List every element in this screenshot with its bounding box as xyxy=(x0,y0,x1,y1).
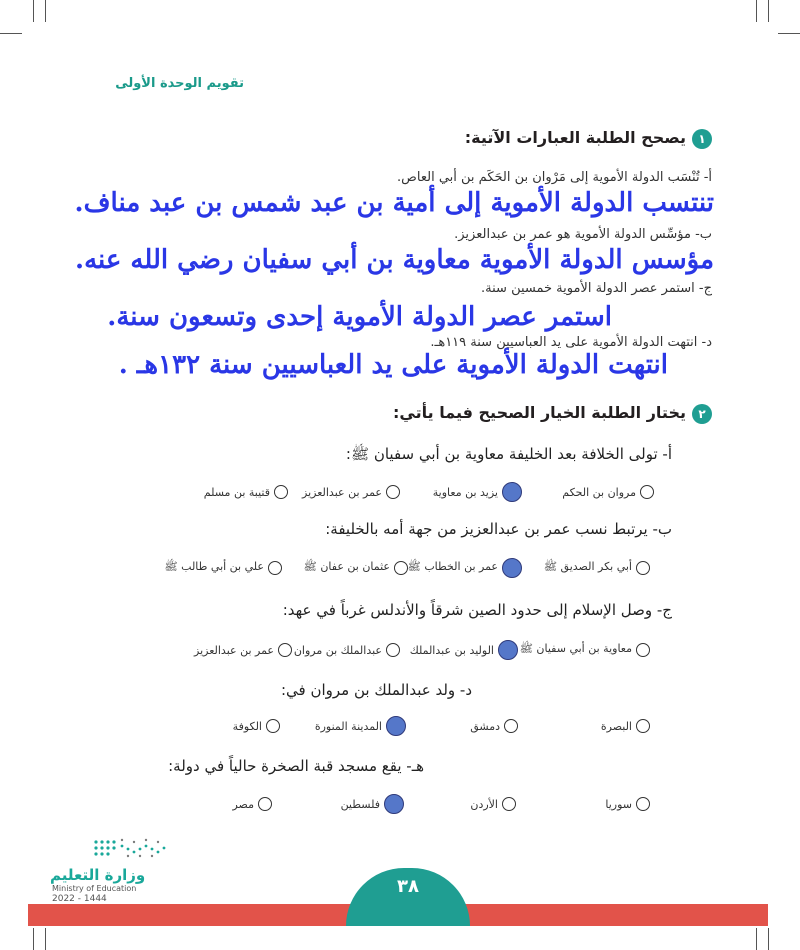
radio-circle[interactable] xyxy=(266,719,280,733)
crop-mark xyxy=(756,928,757,950)
answer-option[interactable]: عثمان بن عفان ﷺ xyxy=(304,558,408,578)
radio-circle[interactable] xyxy=(394,561,408,575)
handwritten-answer: تنتسب الدولة الأموية إلى أمية بن عبد شمس بن عبد مناف. xyxy=(74,188,714,218)
answer-option[interactable]: الكوفة xyxy=(233,716,280,736)
question-number-badge: ١ xyxy=(692,129,712,149)
answer-option[interactable]: عبدالملك بن مروان xyxy=(294,640,400,660)
answer-option[interactable]: أبي بكر الصديق ﷺ xyxy=(544,558,650,578)
answer-option-selected[interactable]: الوليد بن عبدالملك xyxy=(410,640,518,660)
edition-year: 2022 - 1444 xyxy=(52,894,107,904)
answer-option[interactable]: مروان بن الحكم xyxy=(562,482,654,502)
radio-circle[interactable] xyxy=(636,797,650,811)
statement-text: ب- مؤسِّس الدولة الأموية هو عمر بن عبدالعزيز. xyxy=(454,227,712,242)
answer-option[interactable]: دمشق xyxy=(470,716,518,736)
crop-mark xyxy=(756,0,757,22)
radio-circle[interactable] xyxy=(278,643,292,657)
radio-circle-selected[interactable] xyxy=(384,794,404,814)
answer-option[interactable]: عمر بن عبدالعزيز xyxy=(302,482,400,502)
crop-mark xyxy=(768,0,769,22)
answer-option-selected[interactable]: عمر بن الخطاب ﷺ xyxy=(408,558,522,578)
mcq-question: د- ولد عبدالملك بن مروان في: xyxy=(280,681,472,699)
crop-mark xyxy=(45,928,46,950)
radio-circle[interactable] xyxy=(258,797,272,811)
radio-circle[interactable] xyxy=(504,719,518,733)
mcq-question: أ- تولى الخلافة بعد الخليفة معاوية بن أبي سفيان ﷺ: xyxy=(345,445,672,463)
radio-circle[interactable] xyxy=(636,719,650,733)
answer-option[interactable]: البصرة xyxy=(601,716,650,736)
handwritten-answer: مؤسس الدولة الأموية معاوية بن أبي سفيان رضي الله عنه. xyxy=(75,245,714,275)
answer-option[interactable]: مصر xyxy=(232,794,272,814)
radio-circle[interactable] xyxy=(386,485,400,499)
answer-option[interactable]: عمر بن عبدالعزيز xyxy=(194,640,292,660)
answer-option-selected[interactable]: فلسطين xyxy=(341,794,404,814)
ministry-logo-icon xyxy=(92,836,172,862)
crop-mark xyxy=(768,928,769,950)
radio-circle-selected[interactable] xyxy=(502,558,522,578)
radio-circle-selected[interactable] xyxy=(498,640,518,660)
radio-circle[interactable] xyxy=(502,797,516,811)
answer-option-selected[interactable]: يزيد بن معاوية xyxy=(433,482,522,502)
mcq-question: ب- يرتبط نسب عمر بن عبدالعزيز من جهة أمه بالخليفة: xyxy=(325,520,672,538)
crop-mark xyxy=(778,33,800,34)
statement-text: أ- تُنْسَب الدولة الأموية إلى مَرْوان بن الحَكَم بن أبي العاص. xyxy=(397,170,712,185)
handwritten-answer: انتهت الدولة الأموية على يد العباسيين سنة ١٣٢هـ . xyxy=(118,350,668,380)
handwritten-answer: استمر عصر الدولة الأموية إحدى وتسعون سنة. xyxy=(107,302,612,332)
answer-option[interactable]: سوريا xyxy=(605,794,650,814)
page-number: ٣٨ xyxy=(397,876,419,897)
crop-mark xyxy=(45,0,46,22)
answer-option[interactable]: قتيبة بن مسلم xyxy=(204,482,288,502)
answer-option[interactable]: معاوية بن أبي سفيان ﷺ xyxy=(520,640,650,660)
ministry-name-english: Ministry of Education xyxy=(52,884,137,893)
statement-text: د- انتهت الدولة الأموية على يد العباسيين سنة ١١٩هـ. xyxy=(430,335,712,350)
question-title: يصحح الطلبة العبارات الآتية: xyxy=(464,128,686,147)
radio-circle-selected[interactable] xyxy=(386,716,406,736)
answer-option-selected[interactable]: المدينة المنورة xyxy=(315,716,406,736)
question-title: يختار الطلبة الخيار الصحيح فيما يأتي: xyxy=(393,403,686,422)
crop-mark xyxy=(33,0,34,22)
radio-circle[interactable] xyxy=(640,485,654,499)
unit-label: تقويم الوحدة الأولى xyxy=(115,76,244,91)
radio-circle[interactable] xyxy=(636,643,650,657)
mcq-question: هـ- يقع مسجد قبة الصخرة حالياً في دولة: xyxy=(168,757,424,775)
answer-option[interactable]: علي بن أبي طالب ﷺ xyxy=(164,558,282,578)
radio-circle[interactable] xyxy=(636,561,650,575)
statement-text: ج- استمر عصر الدولة الأموية خمسين سنة. xyxy=(481,281,712,296)
radio-circle[interactable] xyxy=(386,643,400,657)
ministry-name-arabic: وزارة التعليم xyxy=(50,866,146,884)
crop-mark xyxy=(33,928,34,950)
mcq-question: ج- وصل الإسلام إلى حدود الصين شرقاً والأندلس غرباً في عهد: xyxy=(282,601,672,619)
radio-circle[interactable] xyxy=(268,561,282,575)
radio-circle[interactable] xyxy=(274,485,288,499)
question-number-badge: ٢ xyxy=(692,404,712,424)
radio-circle-selected[interactable] xyxy=(502,482,522,502)
answer-option[interactable]: الأردن xyxy=(470,794,516,814)
crop-mark xyxy=(0,33,22,34)
